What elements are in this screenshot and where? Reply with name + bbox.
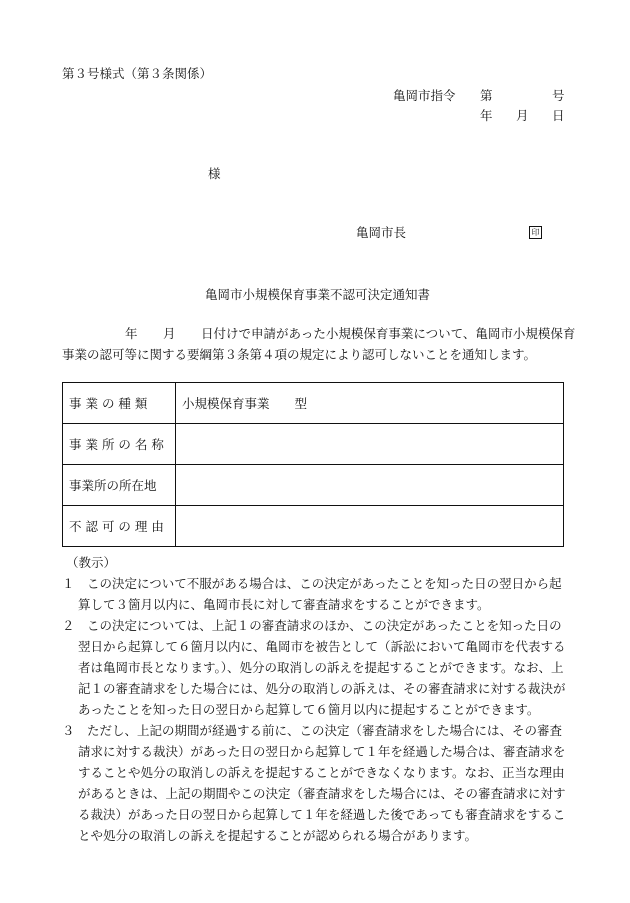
addressee-suffix: 様 [208, 166, 221, 181]
table-row [63, 424, 564, 465]
body-line2: 事業の認可等に関する要綱第３条第４項の規定により認可しないことを通知します。 [62, 347, 537, 362]
row-label-address: 事業所の所在地 [63, 465, 176, 506]
notes-heading: （教示） [66, 555, 117, 570]
row-label-name: 事 業 所 の 名 称 [63, 424, 176, 465]
row-label-reason: 不 認 可 の 理 由 [63, 506, 176, 547]
document-title: 亀岡市小規模保育事業不認可決定通知書 [205, 287, 431, 302]
row-value-address [176, 465, 564, 506]
info-table [62, 382, 564, 547]
body-line1: 日付けで申請があった小規模保育事業について、亀岡市小規模保育 [201, 326, 576, 341]
row-label-type: 事 業 の 種 類 [63, 383, 176, 424]
seal-mark: 印 [529, 226, 542, 239]
note-item-3: ３ ただし、上記の期間が経過する前に、この決定（審査請求をした場合には、その審査請求に対する裁決）があった日の翌日から起算して１年を経過した場合は、審査請求をすることや処分の取消しの訴えを提起することができなくなります。なお、正当な理由があるときは、上記の期間やこの決定（審査請求をした場合には、その審査請求に対する裁決）があった日の翌日から起算して１年を経過した後であっても審査請求をすることや処分の取消しの訴えを提起することが認められる場合があります。 [62, 723, 566, 843]
form-number: 第３号様式（第３条関係） [62, 66, 213, 81]
body-month: 月 [163, 326, 176, 341]
date-year: 年 [480, 108, 493, 123]
table-row [63, 506, 564, 547]
date-day: 日 [552, 108, 565, 123]
note-item-2: ２ この決定については、上記１の審査請求のほか、この決定があったことを知った日の翌日から起算して６箇月以内に、亀岡市を被告として（訴訟において亀岡市を代表する者は亀岡市長となります。）、処分の取消しの訴えを提起することができます。なお、上記１の審査請求をした場合には、処分の取消しの訴えは、その審査請求に対する裁決があったことを知った日の翌日から起算して６箇月以内に提起することができます。 [62, 618, 566, 717]
table-row [63, 383, 564, 424]
row-value-type: 小規模保育事業 型 [176, 383, 564, 424]
row-value-name [176, 424, 564, 465]
note-item-1: １ この決定について不服がある場合は、この決定があったことを知った日の翌日から起算して３箇月以内に、亀岡市長に対して審査請求をすることができます。 [62, 576, 562, 612]
date-month: 月 [516, 108, 529, 123]
sender-title: 亀岡市長 [356, 225, 407, 240]
row-value-reason [176, 506, 564, 547]
instruction-notes [62, 552, 572, 846]
table-row [63, 465, 564, 506]
doc-number-dai: 第 [480, 88, 493, 103]
body-year: 年 [125, 326, 138, 341]
doc-number-go: 号 [552, 88, 565, 103]
doc-issuer: 亀岡市指令 [393, 88, 456, 103]
